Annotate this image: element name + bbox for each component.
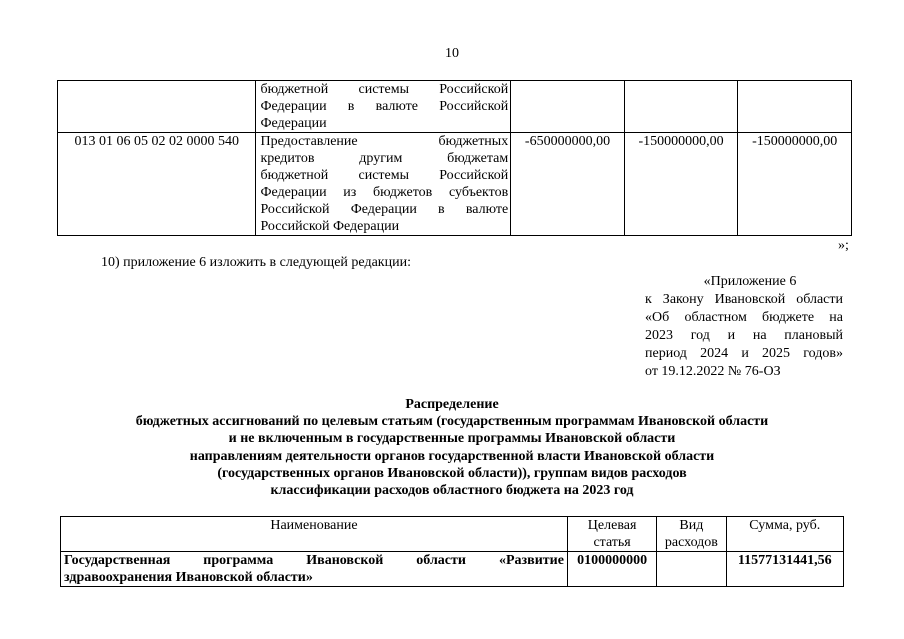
page-number: 10 — [445, 46, 459, 61]
sum-cell: 11577131441,56 — [726, 552, 843, 587]
budget-code-cell — [58, 81, 256, 133]
heading-line: направлениям деятельности органов государственной власти Ивановской области — [189, 448, 715, 464]
appendix-line: период 2024 и 2025 годов» — [645, 346, 843, 361]
expense-type-cell — [657, 552, 726, 587]
heading-line: и не включенным в государственные программы Ивановской области — [228, 431, 676, 447]
target-article-cell: 0100000000 — [567, 552, 656, 587]
section-heading — [0, 396, 904, 499]
heading-line: классификации расходов областного бюджета на 2023 год — [270, 483, 634, 499]
heading-line: (государственных органов Ивановской области)), группам видов расходов — [217, 465, 687, 481]
header-target-article — [567, 517, 656, 552]
amount-2025-cell — [738, 81, 852, 133]
amount-2024-cell: -150000000,00 — [624, 133, 738, 236]
description-line: Российской Федерации — [260, 219, 400, 234]
header-line: расходов — [664, 535, 718, 550]
header-line: Целевая — [587, 518, 637, 533]
table-header-row — [61, 517, 844, 552]
description-line: кредитов другим бюджетам — [260, 151, 509, 166]
table-row — [58, 81, 852, 133]
appendix-line: «Об областном бюджете на — [645, 310, 843, 325]
amount-2023-cell: -650000000,00 — [511, 133, 625, 236]
heading-line: Распределение — [405, 397, 499, 412]
description-line: бюджетной системы Российской — [260, 82, 509, 97]
budget-sources-table — [57, 80, 852, 236]
amount-2025-cell: -150000000,00 — [738, 133, 852, 236]
description-cell — [256, 133, 511, 236]
appendix-line: от 19.12.2022 № 76-ОЗ — [645, 364, 781, 379]
table-row — [61, 552, 844, 587]
program-name-cell — [61, 552, 568, 587]
program-name-line: здравоохранения Ивановской области» — [64, 570, 313, 585]
appendix-reference — [645, 273, 843, 381]
allocation-table — [60, 516, 844, 587]
header-line: статья — [593, 535, 631, 550]
appendix-line: 2023 год и на плановый — [645, 328, 843, 343]
description-line: Предоставление бюджетных — [260, 134, 509, 149]
amount-2024-cell — [624, 81, 738, 133]
header-expense-type — [657, 517, 726, 552]
header-sum: Сумма, руб. — [726, 517, 843, 552]
appendix-line: к Закону Ивановской области — [645, 292, 843, 307]
appendix-line: «Приложение 6 — [703, 274, 797, 289]
table-row — [58, 133, 852, 236]
description-line: Российской Федерации в валюте — [260, 202, 509, 217]
description-line: Федерации в валюте Российской — [260, 99, 509, 114]
header-name: Наименование — [61, 517, 568, 552]
description-line: бюджетной системы Российской — [260, 168, 509, 183]
closing-quote: »; — [838, 238, 849, 253]
amount-2023-cell — [511, 81, 625, 133]
program-name-line: Государственная программа Ивановской области «Развитие — [64, 553, 564, 568]
description-line: Федерации из бюджетов субъектов — [260, 185, 509, 200]
description-line: Федерации — [260, 116, 327, 131]
description-cell — [256, 81, 511, 133]
amendment-paragraph: 10) приложение 6 изложить в следующей редакции: — [101, 255, 411, 270]
header-line: Вид — [679, 518, 704, 533]
budget-code-cell: 013 01 06 05 02 02 0000 540 — [58, 133, 256, 236]
heading-line: бюджетных ассигнований по целевым статьям (государственным программам Ивановской области — [135, 414, 769, 430]
